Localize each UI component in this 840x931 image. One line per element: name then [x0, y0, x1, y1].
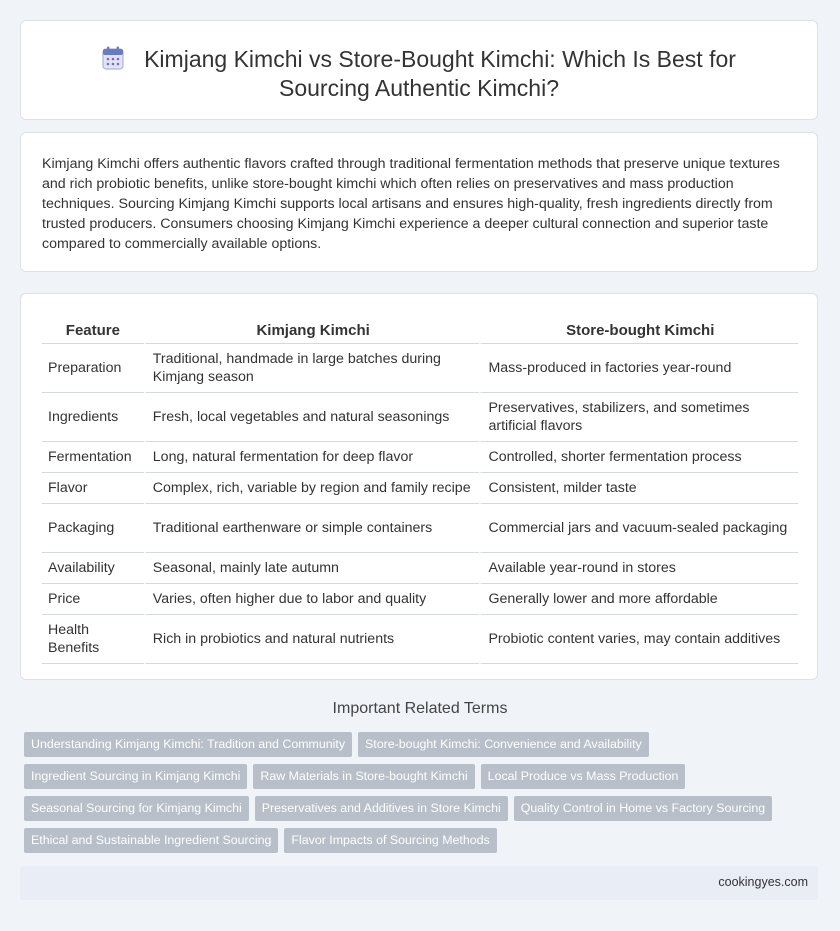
row-kimjang: Seasonal, mainly late autumn: [144, 553, 480, 584]
table-row: [42, 473, 798, 504]
row-store: Controlled, shorter fermentation process: [479, 442, 798, 473]
row-kimjang: Rich in probiotics and natural nutrients: [144, 615, 480, 664]
intro-paragraph: Kimjang Kimchi offers authentic flavors crafted through traditional fermentation methods that preserve unique textures and rich probiotic benefits, unlike store-bought kimchi which often relies on preservatives and mass production techniques. Sourcing Kimjang Kimchi supports local artisans and ensures high-quality, fresh ingredients directly from trusted producers. Consumers choosing Kimjang Kimchi experience a deeper cultural connection and superior taste compared to commercially available options.: [42, 156, 780, 252]
row-store: Available year-round in stores: [479, 553, 798, 584]
comparison-table: [42, 313, 798, 664]
table-row: [42, 504, 798, 553]
related-tag-link[interactable]: Quality Control in Home vs Factory Sourcing: [514, 796, 772, 821]
row-kimjang: Complex, rich, variable by region and family recipe: [144, 473, 480, 504]
related-tag-link[interactable]: Flavor Impacts of Sourcing Methods: [284, 828, 496, 853]
row-feature: Availability: [42, 553, 144, 584]
row-kimjang: Fresh, local vegetables and natural seasonings: [144, 393, 480, 442]
footer-site-link[interactable]: cookingyes.com: [718, 875, 808, 889]
row-kimjang: Traditional, handmade in large batches during Kimjang season: [144, 344, 480, 393]
row-store: Consistent, milder taste: [479, 473, 798, 504]
table-header-row: [42, 313, 798, 344]
title-line-1: Kimjang Kimchi vs Store-Bought Kimchi: Which Is Best for: [144, 46, 736, 72]
row-store: Mass-produced in factories year-round: [479, 344, 798, 393]
row-feature: Price: [42, 584, 144, 615]
related-tag-link[interactable]: Seasonal Sourcing for Kimjang Kimchi: [24, 796, 249, 821]
row-kimjang: Varies, often higher due to labor and quality: [144, 584, 480, 615]
page-title: [21, 45, 817, 103]
row-feature: Health Benefits: [42, 615, 144, 664]
row-store: Generally lower and more affordable: [479, 584, 798, 615]
footer-bar: [20, 866, 818, 900]
related-tag-link[interactable]: Store-bought Kimchi: Convenience and Availability: [358, 732, 649, 757]
title-line-2: Sourcing Authentic Kimchi?: [279, 75, 559, 101]
row-store: Probiotic content varies, may contain additives: [479, 615, 798, 664]
header-kimjang: Kimjang Kimchi: [144, 313, 480, 344]
row-feature: Preparation: [42, 344, 144, 393]
row-kimjang: Traditional earthenware or simple containers: [144, 504, 480, 553]
table-row: [42, 393, 798, 442]
table-row: [42, 344, 798, 393]
calendar-icon: [102, 46, 124, 70]
table-row: [42, 615, 798, 664]
related-terms-tags: [24, 732, 824, 860]
header-store-bought: Store-bought Kimchi: [479, 313, 798, 344]
row-feature: Flavor: [42, 473, 144, 504]
related-tag-link[interactable]: Ethical and Sustainable Ingredient Sourcing: [24, 828, 278, 853]
related-tag-link[interactable]: Ingredient Sourcing in Kimjang Kimchi: [24, 764, 247, 789]
row-feature: Fermentation: [42, 442, 144, 473]
row-feature: Ingredients: [42, 393, 144, 442]
comparison-card: [20, 293, 818, 680]
header-feature: Feature: [42, 313, 144, 344]
related-tag-link[interactable]: Preservatives and Additives in Store Kimchi: [255, 796, 508, 821]
table-row: [42, 553, 798, 584]
tag-row: [24, 796, 824, 828]
related-tag-link[interactable]: Understanding Kimjang Kimchi: Tradition and Community: [24, 732, 352, 757]
row-kimjang: Long, natural fermentation for deep flavor: [144, 442, 480, 473]
related-tag-link[interactable]: Local Produce vs Mass Production: [481, 764, 686, 789]
tag-row: [24, 828, 824, 860]
table-row: [42, 442, 798, 473]
related-tag-link[interactable]: Raw Materials in Store-bought Kimchi: [253, 764, 474, 789]
row-store: Commercial jars and vacuum-sealed packaging: [479, 504, 798, 553]
row-feature: Packaging: [42, 504, 144, 553]
intro-card: [20, 132, 818, 272]
row-store: Preservatives, stabilizers, and sometimes artificial flavors: [479, 393, 798, 442]
tag-row: [24, 732, 824, 764]
related-terms-heading: Important Related Terms: [332, 700, 508, 717]
table-row: [42, 584, 798, 615]
title-card: [20, 20, 818, 120]
tag-row: [24, 764, 824, 796]
